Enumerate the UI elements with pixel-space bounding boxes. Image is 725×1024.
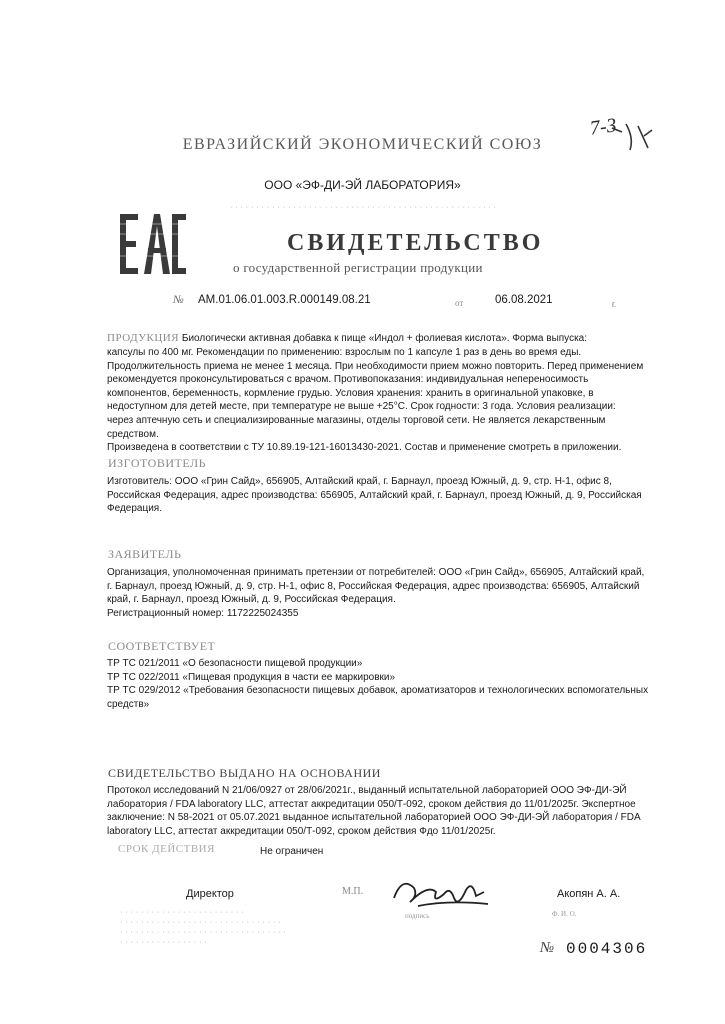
date-suffix: г. xyxy=(612,300,617,309)
manufacturer-label: ИЗГОТОВИТЕЛЬ xyxy=(108,456,207,470)
date-prefix: от xyxy=(455,298,464,308)
basis-line: laboratory LLC, аттестат аккредитации 050/Т-092, сроком действия Фдо 11/01/2025г. xyxy=(107,825,496,837)
applicant-line: край, г. Барнаул, проезд Южный, д. 9, Российская Федерация. xyxy=(107,594,396,606)
manufacturer-line: Российская Федерация, адрес производства: 656905, Алтайский край, г. Барнаул, проезд Южный, д. 9, Российская xyxy=(107,489,642,501)
product-line: Биологически активная добавка к пище «Индол + фолиевая кислота». Форма выпуска: xyxy=(181,333,587,344)
laboratory-name: ООО «ЭФ-ДИ-ЭЙ ЛАБОРАТОРИЯ» xyxy=(264,178,461,192)
registration-number: Регистрационный номер: 1172225024355 xyxy=(107,607,299,619)
faint-stamp-text: · · · · · · · · · · · · · · · · · · · · · · · · · · · · · · · · · · · · · · · · · · · · · · · · · · · · · · · · · · · · · · · · · · · · · · · · · · · · · · · · · · · · · · · · · · · · · · · · · · · · · · · · xyxy=(120,909,287,946)
basis-line: лаборатория / FDA laboratory LLC, аттестат аккредитации 050/Т-092, сроком действия до 11/01/2025г. Экспертное xyxy=(107,798,636,810)
manufacturer-line: Изготовитель: ООО «Грин Сайд», 656905, Алтайский край, г. Барнаул, проезд Южный, д. 9, стр. Н-1, офис 8, xyxy=(107,476,612,487)
stamp-mark: М.П. xyxy=(342,886,364,897)
union-title: ЕВРАЗИЙСКИЙ ЭКОНОМИЧЕСКИЙ СОЮЗ xyxy=(182,136,543,153)
signature-icon xyxy=(388,870,498,914)
corner-scribble-icon xyxy=(608,118,658,158)
certificate-number: AM.01.06.01.003.R.000149.08.21 xyxy=(198,294,371,306)
product-section xyxy=(107,332,667,346)
regulation-line: средств» xyxy=(107,698,150,710)
basis-text xyxy=(107,784,687,838)
director-role: Директор xyxy=(186,888,234,900)
signer-name: Акопян А. А. xyxy=(557,888,621,900)
manufacturer-text xyxy=(107,475,677,516)
manufacturer-line: Федерация. xyxy=(107,503,162,515)
regulation-line: ТР ТС 022/2011 «Пищевая продукция в части ее маркировки» xyxy=(107,671,396,683)
certificate-date: 06.08.2021 xyxy=(495,294,553,306)
validity-label: СРОК ДЕЙСТВИЯ xyxy=(118,843,215,855)
product-line: капсулы по 400 мг. Рекомендации по применению: взрослым по 1 капсуле 1 раз в день во время еды. xyxy=(107,347,582,358)
validity-value: Не ограничен xyxy=(260,846,324,857)
product-line: Произведена в соответствии с ТУ 10.89.19-121-16013430-2021. Состав и применение смотреть в приложении. xyxy=(107,442,622,454)
name-caption: Ф. И. О. xyxy=(552,910,577,918)
applicant-text xyxy=(107,566,677,620)
product-line: рекомендуется проконсультироваться с врачом. Противопоказания: индивидуальная непереносимость xyxy=(107,374,589,386)
product-line: через аптечную сеть и специализированные магазины, отделы торговой сети. Не является лекарственным xyxy=(107,414,606,426)
regulation-line: ТР ТС 021/2011 «О безопасности пищевой продукции» xyxy=(107,658,363,669)
regulation-line: ТР ТС 029/2012 «Требования безопасности пищевых добавок, ароматизаторов и технологических вспомогательных xyxy=(107,685,649,697)
product-line: Продолжительность приема не менее 1 месяца. При необходимости прием можно повторить. Перед применением xyxy=(107,360,644,372)
signature-caption: подпись xyxy=(405,912,430,920)
number-prefix: № xyxy=(173,294,184,306)
product-text xyxy=(107,346,677,455)
product-line: средством. xyxy=(107,428,159,440)
applicant-line: г. Барнаул, проезд Южный, д. 9, стр. Н-1, офис 8, Российская Федерация, адрес производства: 656905, Алтайский xyxy=(107,580,640,592)
certificate-subtitle: о государственной регистрации продукции xyxy=(233,260,483,275)
svg-text:ЕАС: ЕАС xyxy=(118,212,121,213)
conformity-text xyxy=(107,657,687,711)
basis-label: СВИДЕТЕЛЬСТВО ВЫДАНО НА ОСНОВАНИИ xyxy=(108,766,381,780)
corner-mark: 7-3 xyxy=(588,114,619,140)
conformity-label: СООТВЕТСТВУЕТ xyxy=(108,639,216,653)
product-line: компонентов, беременность, кормление грудью. Условия хранения: хранить в оригинальной упаковке, в xyxy=(107,387,594,399)
applicant-line: Организация, уполномоченная принимать претензии от потребителей: ООО «Грин Сайд», 656905, Алтайский край, xyxy=(107,567,645,578)
product-line: недоступном для детей месте, при температуре не выше +25°C. Срок годности: 3 года. Условия реализации: xyxy=(107,401,616,413)
applicant-label: ЗАЯВИТЕЛЬ xyxy=(108,547,182,561)
basis-line: заключение: N 58-2021 от 05.07.2021 выданное испытательной лабораторией ООО ЭФ-ДИ-ЭЙ лаборатория / FDA xyxy=(107,812,641,824)
serial-prefix: № xyxy=(540,940,555,956)
basis-line: Протокол исследований N 21/06/0927 от 28/06/2021г., выданный испытательной лабораторией ООО ЭФ-ДИ-ЭЙ xyxy=(107,785,627,796)
product-label: ПРОДУКЦИЯ xyxy=(107,332,180,344)
eac-logo-icon xyxy=(118,212,186,276)
faint-subtitle-line: · · · · · · · · · · · · · · · · · · · · · · · · · · · · · · · · · · · · · · · · · · · · · · · · · · · xyxy=(230,204,497,211)
certificate-title: СВИДЕТЕЛЬСТВО xyxy=(287,230,544,256)
serial-number: 0004306 xyxy=(566,940,648,958)
